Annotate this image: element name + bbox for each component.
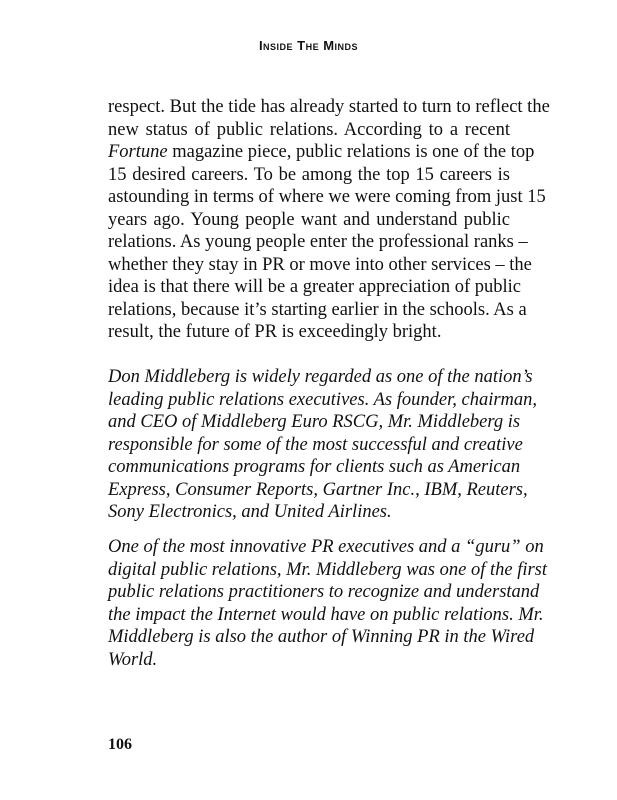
text-line: 15 desired careers. To be among the top 15 careers is <box>108 164 510 185</box>
text-line: years ago. Young people want and understand public <box>108 209 510 230</box>
text-line <box>108 141 535 164</box>
text-line: Express, Consumer Reports, Gartner Inc., IBM, Reuters, <box>108 479 528 500</box>
magazine-title: Fortune <box>108 142 168 162</box>
text-line: astounding in terms of where we were coming from just 15 <box>108 187 546 207</box>
author-bio-paragraph <box>108 366 538 524</box>
text-line: relations, because it’s starting earlier in the schools. As a <box>108 299 527 320</box>
text-line: public relations practitioners to recognize and understand <box>108 582 540 602</box>
text-line: Sony Electronics, and United Airlines. <box>108 502 392 522</box>
text-line: communications programs for clients such as American <box>108 457 521 477</box>
running-header: Inside The Minds <box>258 38 359 53</box>
text-line: World. <box>108 649 158 670</box>
text-line: the impact the Internet would have on public relations. Mr. <box>108 604 544 625</box>
author-bio-paragraph <box>108 536 548 671</box>
text-line: idea is that there will be a greater appreciation of public <box>108 277 521 297</box>
text-line: result, the future of PR is exceedingly bright. <box>108 322 442 342</box>
text-line: and CEO of Middleberg Euro RSCG, Mr. Middleberg is <box>108 412 521 432</box>
text-line: respect. But the tide has already started to turn to reflect the <box>108 97 550 117</box>
text-segment: magazine piece, public relations is one of the top <box>167 142 535 162</box>
text-line: relations. As young people enter the professional ranks – <box>108 232 528 252</box>
text-line: digital public relations, Mr. Middleberg was one of the first <box>108 559 548 580</box>
page-number: 106 <box>108 736 132 753</box>
text-line: Don Middleberg is widely regarded as one of the nation’s <box>108 367 533 387</box>
body-paragraph <box>108 96 550 344</box>
text-line: leading public relations executives. As founder, chairman, <box>108 389 538 410</box>
text-line: Middleberg is also the author of Winning PR in the Wired <box>108 627 535 647</box>
text-line: new status of public relations. According to a recent <box>108 119 510 140</box>
text-line: whether they stay in PR or move into other services – the <box>108 254 532 275</box>
text-line: responsible for some of the most successful and creative <box>108 434 523 455</box>
text-line: One of the most innovative PR executives and a “guru” on <box>108 537 544 557</box>
